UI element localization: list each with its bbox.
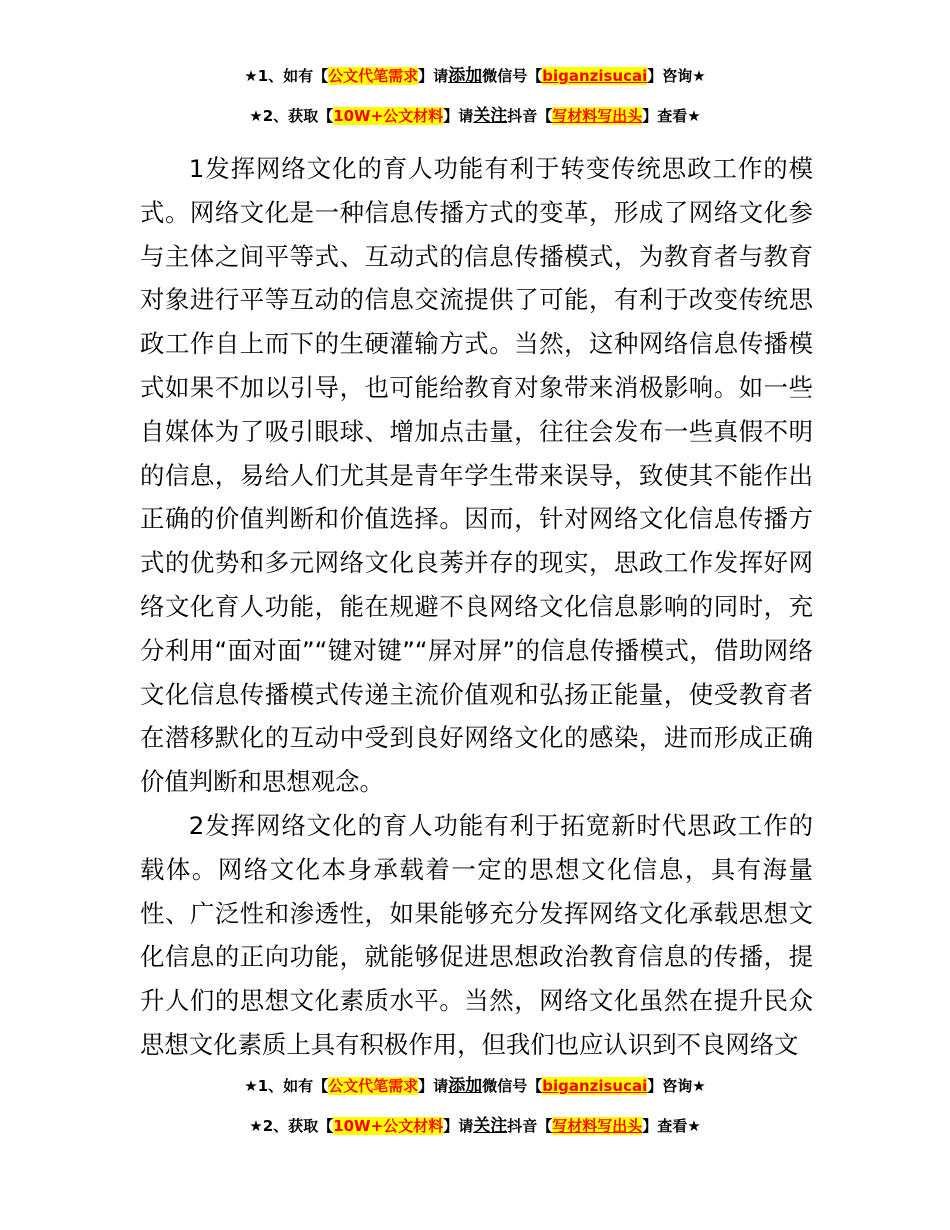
footer-banner-line-1 (0, 1076, 950, 1096)
body-paragraph-1: 1发挥网络文化的育人功能有利于转变传统思政工作的模式。网络文化是一种信息传播方式的变革，形成了网络文化参与主体之间平等式、互动式的信息传播模式，为教育者与教育对象进行平等互动的信息交流提供了可能，有利于改变传统思政工作自上而下的生硬灌输方式。当然，这种网络信息传播模式如果不加以引导，也可能给教育对象带来消极影响。如一些自媒体为了吸引眼球、增加点击量，往往会发布一些真假不明的信息，易给人们尤其是青年学生带来误导，致使其不能作出正确的价值判断和价值选择。因而，针对网络文化信息传播方式的优势和多元网络文化良莠并存的现实，思政工作发挥好网络文化育人功能，能在规避不良网络文化信息影响的同时，充分利用“面对面”“键对键”“屏对屏”的信息传播模式，借助网络文化信息传播模式传递主流价值观和弘扬正能量，使受教育者在潜移默化的互动中受到良好网络文化的感染，进而形成正确价值判断和思想观念。 (140, 154, 813, 797)
highlight-text: 10W+公文材料 (333, 107, 444, 125)
banner-text: 】请 (443, 1117, 474, 1135)
body-paragraph-2: 2发挥网络文化的育人功能有利于拓宽新时代思政工作的载体。网络文化本身承载着一定的思想文化信息，具有海量性、广泛性和渗透性，如果能够充分发挥网络文化承载思想文化信息的正向功能，就能够促进思想政治教育信息的传播，提升人们的思想文化素质水平。当然，网络文化虽然在提升民众思想文化素质上具有积极作用，但我们也应认识到不良网络文 (140, 811, 813, 1059)
banner-text: ★2、获取【 (249, 107, 334, 125)
emphasis-text: 添加 (448, 66, 483, 86)
emphasis-text: 关注 (473, 106, 508, 126)
banner-text: 】咨询★ (647, 67, 706, 85)
douyin-account-text: 写材料写出头 (552, 107, 643, 125)
banner-text: ★1、如有【 (244, 1077, 329, 1095)
highlight-text: 10W+公文材料 (333, 1117, 444, 1135)
banner-text: 抖音【 (507, 1117, 553, 1135)
header-banner-line-1 (0, 66, 950, 86)
highlight-text: 公文代笔需求 (328, 67, 419, 85)
banner-text: 微信号【 (482, 67, 543, 85)
wechat-id-text: biganzisucai (542, 67, 648, 85)
emphasis-text: 添加 (448, 1076, 483, 1096)
banner-text: ★1、如有【 (244, 67, 329, 85)
banner-text: 】查看★ (642, 1117, 701, 1135)
emphasis-text: 关注 (473, 1116, 508, 1136)
banner-text: 】请 (418, 67, 449, 85)
douyin-account-text: 写材料写出头 (552, 1117, 643, 1135)
banner-text: 】请 (443, 107, 474, 125)
banner-text: 】查看★ (642, 107, 701, 125)
wechat-id-text: biganzisucai (542, 1077, 648, 1095)
highlight-text: 公文代笔需求 (328, 1077, 419, 1095)
footer-banner-line-2 (0, 1116, 950, 1136)
banner-text: 】咨询★ (647, 1077, 706, 1095)
header-banner-line-2 (0, 106, 950, 126)
banner-text: 】请 (418, 1077, 449, 1095)
banner-text: ★2、获取【 (249, 1117, 334, 1135)
banner-text: 微信号【 (482, 1077, 543, 1095)
banner-text: 抖音【 (507, 107, 553, 125)
